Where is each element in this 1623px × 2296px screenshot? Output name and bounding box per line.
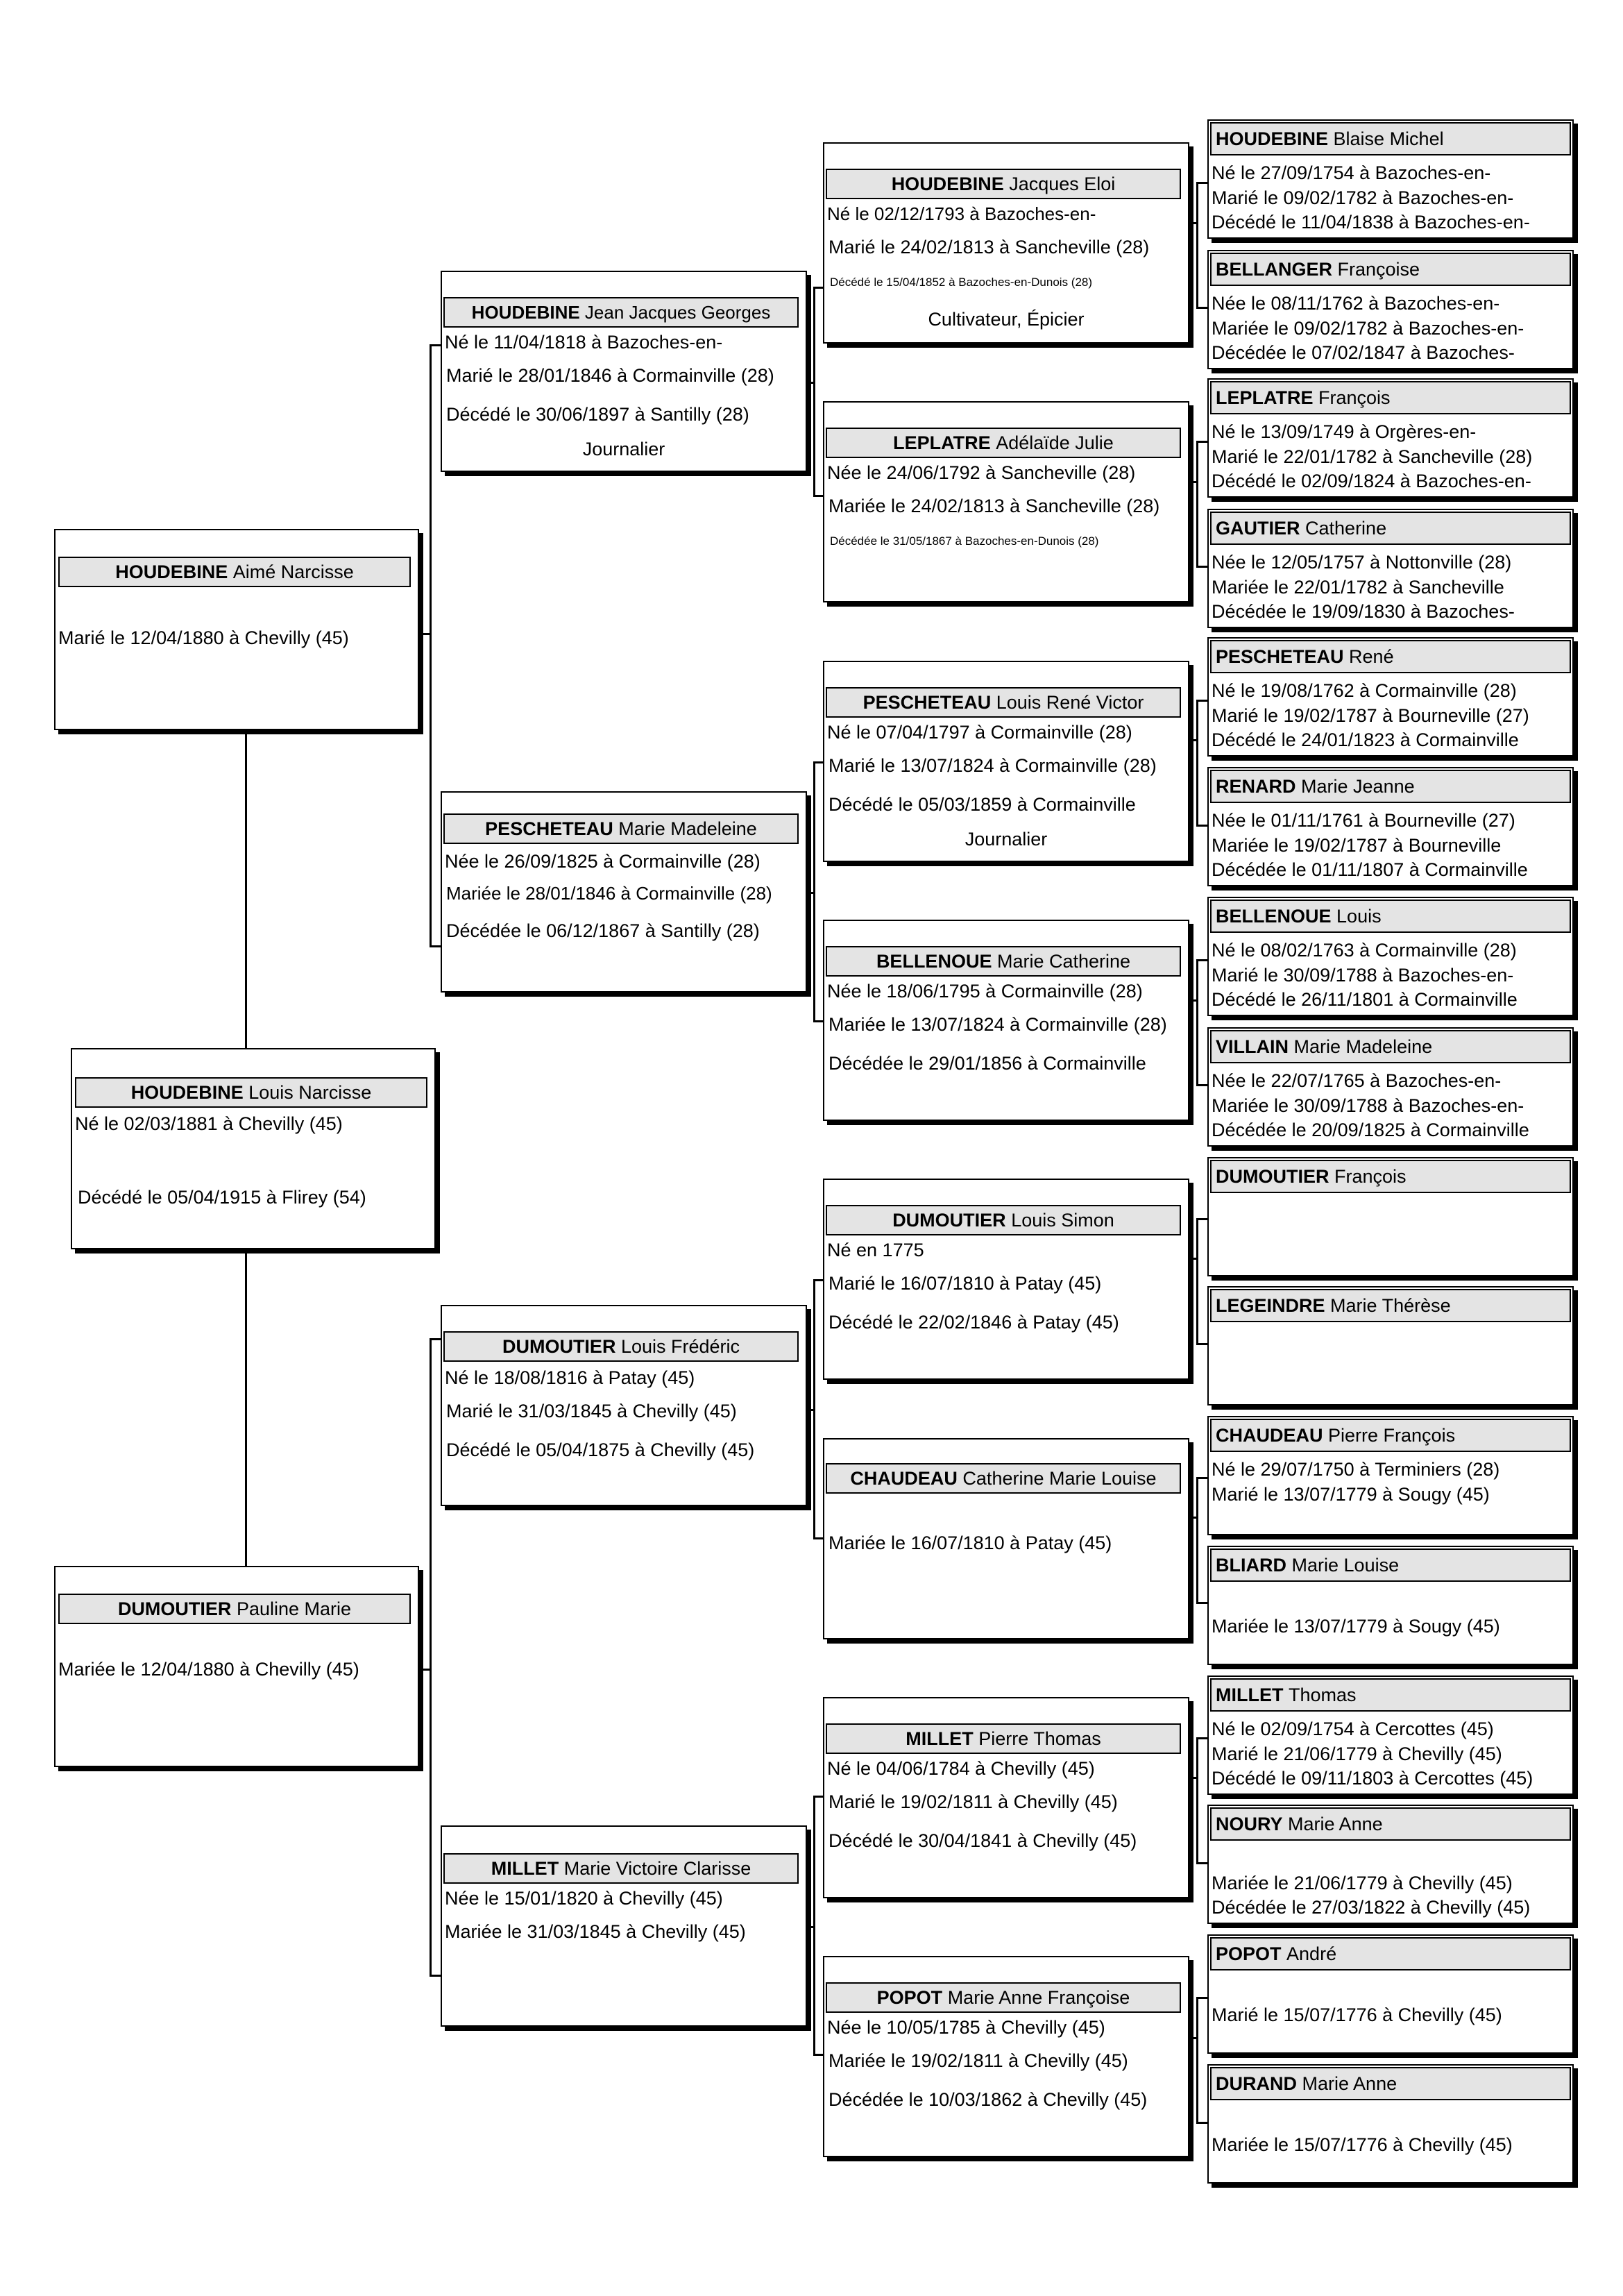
death-line: Décédé le 24/01/1823 à Cormainville — [1212, 729, 1519, 750]
death-line: Décédé le 26/11/1801 à Cormainville — [1212, 989, 1518, 1010]
name-bar: BELLENOUE Marie Catherine — [826, 946, 1181, 977]
person-card — [823, 1179, 1189, 1380]
birth-line: Né le 27/09/1754 à Bazoches-en- — [1212, 162, 1491, 183]
person-card — [54, 1566, 419, 1767]
person-card — [1207, 897, 1574, 1016]
death-line: Décédée le 01/11/1807 à Cormainville — [1212, 859, 1528, 880]
name-bar: HOUDEBINE Aimé Narcisse — [58, 557, 411, 587]
person-card — [1207, 2064, 1574, 2184]
connector — [813, 1537, 823, 1539]
name-bar: HOUDEBINE Blaise Michel — [1210, 122, 1571, 155]
connector — [813, 761, 815, 1020]
marriage-line: Mariée le 13/07/1824 à Cormainville (28) — [829, 1014, 1167, 1035]
name-bar: MILLET Pierre Thomas — [826, 1723, 1181, 1754]
marriage-line: Mariée le 30/09/1788 à Bazoches-en- — [1212, 1095, 1524, 1116]
birth-line: Né le 13/09/1749 à Orgères-en- — [1212, 421, 1477, 442]
person-card — [823, 920, 1189, 1121]
person-card — [441, 791, 807, 993]
connector — [1196, 959, 1207, 961]
birth-line: Née le 12/05/1757 à Nottonville (28) — [1212, 552, 1512, 573]
connector — [1196, 1737, 1198, 1862]
name-bar: CHAUDEAU Pierre François — [1210, 1419, 1571, 1452]
marriage-line: Marié le 19/02/1787 à Bourneville (27) — [1212, 705, 1529, 726]
marriage-line: Mariée le 22/01/1782 à Sancheville — [1212, 577, 1504, 598]
connector — [1196, 2122, 1207, 2124]
birth-line: Né le 02/12/1793 à Bazoches-en- — [827, 203, 1096, 224]
name-bar: HOUDEBINE Jean Jacques Georges — [443, 297, 799, 328]
person-card — [1207, 1416, 1574, 1535]
connector — [1196, 182, 1207, 184]
connector — [1196, 307, 1207, 309]
connector — [430, 344, 432, 945]
name-bar: VILLAIN Marie Madeleine — [1210, 1030, 1571, 1063]
marriage-line: Marié le 09/02/1782 à Bazoches-en- — [1212, 187, 1514, 208]
death-line: Décédé le 15/04/1852 à Bazoches-en-Dunois (28) — [830, 276, 1093, 289]
marriage-line: Marié le 19/02/1811 à Chevilly (45) — [829, 1791, 1118, 1812]
birth-line: Née le 22/07/1765 à Bazoches-en- — [1212, 1070, 1502, 1091]
connector — [813, 761, 823, 763]
birth-line: Né le 02/03/1881 à Chevilly (45) — [75, 1113, 343, 1134]
person-card — [1207, 1157, 1574, 1276]
marriage-line: Marié le 21/06/1779 à Chevilly (45) — [1212, 1744, 1502, 1764]
death-line: Décédé le 22/02/1846 à Patay (45) — [829, 1312, 1119, 1333]
connector — [430, 344, 441, 346]
marriage-line: Mariée le 09/02/1782 à Bazoches-en- — [1212, 318, 1524, 339]
birth-line: Née le 26/09/1825 à Cormainville (28) — [445, 851, 760, 872]
birth-line: Né le 29/07/1750 à Terminiers (28) — [1212, 1459, 1500, 1480]
death-line: Décédée le 10/03/1862 à Chevilly (45) — [829, 2089, 1148, 2110]
name-bar: HOUDEBINE Louis Narcisse — [75, 1077, 427, 1108]
connector — [430, 1338, 441, 1340]
connector — [430, 945, 441, 947]
connector — [813, 287, 815, 495]
death-line: Décédé le 05/04/1875 à Chevilly (45) — [446, 1440, 755, 1460]
name-bar: POPOT André — [1210, 1937, 1571, 1970]
name-bar: DUMOUTIER Pauline Marie — [58, 1594, 411, 1624]
person-card — [441, 1305, 807, 1506]
connector — [813, 287, 823, 289]
marriage-line: Marié le 15/07/1776 à Chevilly (45) — [1212, 2004, 1502, 2025]
person-card — [1207, 378, 1574, 498]
person-card — [441, 271, 807, 472]
birth-line: Né le 19/08/1762 à Cormainville (28) — [1212, 680, 1517, 701]
marriage-line: Marié le 31/03/1845 à Chevilly (45) — [446, 1401, 737, 1421]
birth-line: Née le 18/06/1795 à Cormainville (28) — [827, 981, 1143, 1002]
name-bar: BELLENOUE Louis — [1210, 900, 1571, 933]
connector — [1196, 700, 1198, 825]
marriage-line: Marié le 16/07/1810 à Patay (45) — [829, 1273, 1102, 1294]
person-card — [823, 1956, 1189, 2157]
death-line: Décédée le 29/01/1856 à Cormainville — [829, 1053, 1146, 1074]
name-bar: BLIARD Marie Louise — [1210, 1548, 1571, 1582]
marriage-line: Mariée le 31/03/1845 à Chevilly (45) — [445, 1921, 746, 1942]
death-line: Décédée le 19/09/1830 à Bazoches- — [1212, 601, 1515, 622]
marriage-line: Marié le 28/01/1846 à Cormainville (28) — [446, 365, 774, 386]
connector — [1196, 1084, 1207, 1086]
name-bar: HOUDEBINE Jacques Eloi — [826, 169, 1181, 199]
connector — [245, 730, 247, 1049]
person-card — [1207, 1027, 1574, 1147]
marriage-line: Marié le 13/07/1779 à Sougy (45) — [1212, 1484, 1490, 1505]
person-card — [823, 401, 1189, 602]
occupation-line: Journalier — [582, 439, 665, 459]
connector — [813, 1796, 815, 2054]
connector — [1196, 1602, 1207, 1604]
connector — [813, 1279, 823, 1281]
occupation-line: Cultivateur, Épicier — [928, 309, 1085, 330]
connector — [1196, 1862, 1207, 1864]
birth-line: Née le 01/11/1761 à Bourneville (27) — [1212, 810, 1515, 831]
occupation-line: Journalier — [965, 829, 1048, 850]
marriage-line: Marié le 30/09/1788 à Bazoches-en- — [1212, 965, 1514, 986]
death-line: Décédée le 31/05/1867 à Bazoches-en-Dunois (28) — [830, 534, 1099, 548]
name-bar: CHAUDEAU Catherine Marie Louise — [826, 1463, 1181, 1494]
name-bar: MILLET Thomas — [1210, 1678, 1571, 1712]
connector — [813, 1796, 823, 1798]
marriage-line: Mariée le 21/06/1779 à Chevilly (45) — [1212, 1873, 1513, 1893]
person-card — [823, 661, 1189, 862]
name-bar: DURAND Marie Anne — [1210, 2067, 1571, 2100]
death-line: Décédée le 07/02/1847 à Bazoches- — [1212, 342, 1515, 363]
connector — [1196, 1477, 1207, 1479]
death-line: Décédé le 11/04/1838 à Bazoches-en- — [1212, 212, 1530, 233]
name-bar: GAUTIER Catherine — [1210, 512, 1571, 545]
birth-line: Né le 11/04/1818 à Bazoches-en- — [445, 332, 723, 353]
marriage-line: Marié le 22/01/1782 à Sancheville (28) — [1212, 446, 1533, 467]
person-card — [1207, 1675, 1574, 1795]
birth-line: Né le 08/02/1763 à Cormainville (28) — [1212, 940, 1517, 961]
connector — [1196, 1218, 1207, 1220]
person-card — [1207, 250, 1574, 369]
name-bar: DUMOUTIER Louis Frédéric — [443, 1331, 799, 1362]
death-line: Décédé le 02/09/1824 à Bazoches-en- — [1212, 471, 1531, 491]
person-card — [1207, 1805, 1574, 1924]
name-bar: DUMOUTIER Louis Simon — [826, 1205, 1181, 1235]
connector — [813, 2054, 823, 2056]
marriage-line: Marié le 24/02/1813 à Sancheville (28) — [829, 237, 1150, 258]
name-bar: NOURY Marie Anne — [1210, 1807, 1571, 1841]
birth-line: Née le 10/05/1785 à Chevilly (45) — [827, 2017, 1105, 2038]
marriage-line: Mariée le 16/07/1810 à Patay (45) — [829, 1533, 1112, 1553]
person-card — [1207, 637, 1574, 757]
person-card — [1207, 119, 1574, 239]
name-bar: LEGEINDRE Marie Thérèse — [1210, 1289, 1571, 1322]
person-card — [71, 1048, 436, 1249]
marriage-line: Mariée le 13/07/1779 à Sougy (45) — [1212, 1616, 1500, 1637]
death-line: Décédé le 30/06/1897 à Santilly (28) — [446, 404, 749, 425]
name-bar: MILLET Marie Victoire Clarisse — [443, 1853, 799, 1884]
name-bar: RENARD Marie Jeanne — [1210, 770, 1571, 803]
name-bar: POPOT Marie Anne Françoise — [826, 1982, 1181, 2013]
name-bar: LEPLATRE Adélaïde Julie — [826, 428, 1181, 458]
marriage-line: Marié le 13/07/1824 à Cormainville (28) — [829, 755, 1157, 776]
name-bar: PESCHETEAU René — [1210, 640, 1571, 673]
death-line: Décédé le 09/11/1803 à Cercottes (45) — [1212, 1768, 1533, 1789]
connector — [1196, 566, 1207, 568]
connector — [813, 1020, 823, 1022]
name-bar: LEPLATRE François — [1210, 381, 1571, 414]
person-card — [823, 1697, 1189, 1898]
birth-line: Né le 02/09/1754 à Cercottes (45) — [1212, 1719, 1494, 1739]
connector — [1196, 182, 1198, 307]
person-card — [1207, 767, 1574, 886]
connector — [1196, 1218, 1198, 1343]
connector — [813, 1279, 815, 1537]
name-bar: PESCHETEAU Louis René Victor — [826, 687, 1181, 718]
person-card — [1207, 1286, 1574, 1406]
connector — [1196, 441, 1207, 443]
person-card — [441, 1825, 807, 2027]
name-bar: BELLANGER Françoise — [1210, 253, 1571, 286]
connector — [1196, 1997, 1198, 2122]
birth-line: Né le 18/08/1816 à Patay (45) — [445, 1367, 695, 1388]
connector — [430, 1975, 441, 1977]
connector — [1196, 700, 1207, 702]
marriage-line: Mariée le 19/02/1787 à Bourneville — [1212, 835, 1502, 856]
person-card — [1207, 1934, 1574, 2054]
person-card — [54, 529, 419, 730]
name-bar: PESCHETEAU Marie Madeleine — [443, 813, 799, 844]
birth-line: Né le 07/04/1797 à Cormainville (28) — [827, 722, 1132, 743]
connector — [813, 495, 823, 497]
death-line: Décédée le 27/03/1822 à Chevilly (45) — [1212, 1897, 1531, 1918]
birth-line: Née le 24/06/1792 à Sancheville (28) — [827, 462, 1136, 483]
death-line: Décédé le 30/04/1841 à Chevilly (45) — [829, 1830, 1137, 1851]
connector — [1196, 1343, 1207, 1345]
death-line: Décédée le 20/09/1825 à Cormainville — [1212, 1120, 1529, 1140]
marriage-line: Mariée le 12/04/1880 à Chevilly (45) — [58, 1659, 359, 1680]
person-card — [1207, 1546, 1574, 1665]
marriage-line: Mariée le 24/02/1813 à Sancheville (28) — [829, 496, 1160, 516]
connector — [1196, 1997, 1207, 1999]
connector — [1196, 441, 1198, 566]
person-card — [823, 142, 1189, 344]
birth-line: Né le 04/06/1784 à Chevilly (45) — [827, 1758, 1095, 1779]
connector — [1196, 959, 1198, 1084]
person-card — [823, 1438, 1189, 1639]
connector — [1196, 1477, 1198, 1602]
connector — [1196, 825, 1207, 827]
death-line: Décédé le 05/04/1915 à Flirey (54) — [78, 1187, 366, 1208]
marriage-line: Marié le 12/04/1880 à Chevilly (45) — [58, 627, 349, 648]
death-line: Décédée le 06/12/1867 à Santilly (28) — [446, 920, 760, 941]
death-line: Décédé le 05/03/1859 à Cormainville — [829, 794, 1136, 815]
marriage-line: Mariée le 15/07/1776 à Chevilly (45) — [1212, 2134, 1513, 2155]
birth-line: Née le 15/01/1820 à Chevilly (45) — [445, 1888, 723, 1909]
person-card — [1207, 509, 1574, 628]
connector — [430, 1338, 432, 1975]
marriage-line: Mariée le 19/02/1811 à Chevilly (45) — [829, 2050, 1128, 2071]
marriage-line: Mariée le 28/01/1846 à Cormainville (28) — [446, 883, 772, 904]
birth-line: Née le 08/11/1762 à Bazoches-en- — [1212, 293, 1500, 314]
name-bar: DUMOUTIER François — [1210, 1160, 1571, 1193]
connector — [245, 1249, 247, 1570]
connector — [1196, 1737, 1207, 1739]
birth-line: Né en 1775 — [827, 1240, 924, 1260]
